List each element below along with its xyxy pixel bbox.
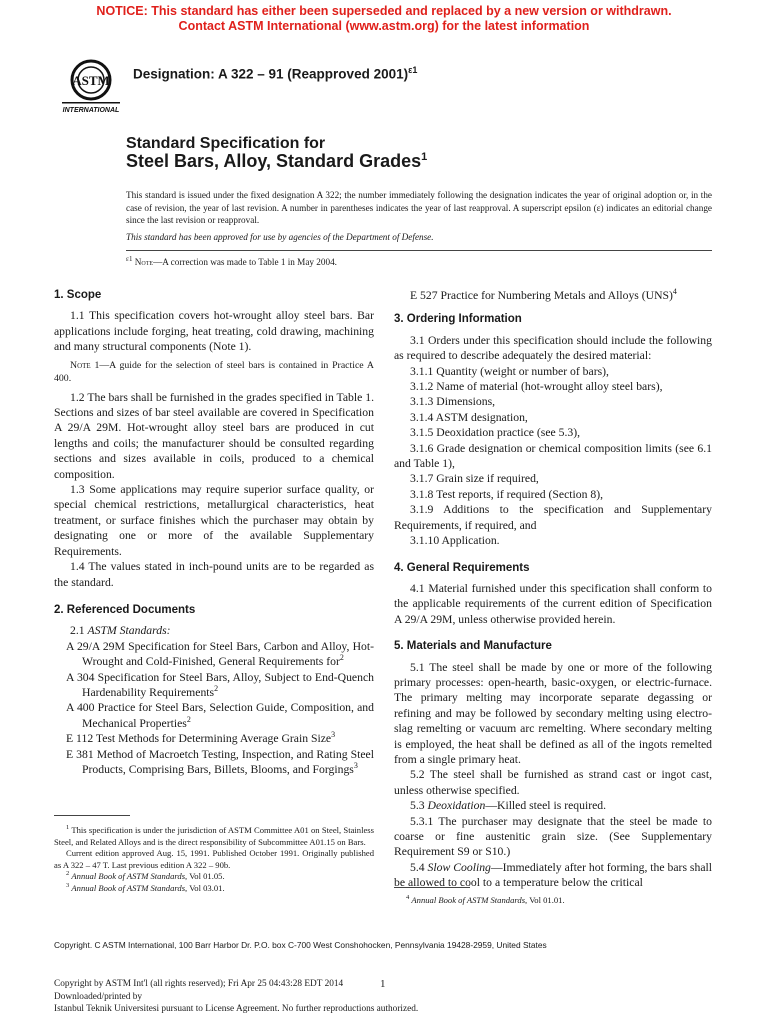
issue-statement: This standard is issued under the fixed designation A 322; the number immediately following the designation indicates the year of original adoption or, in the case of revision, the year of last revision. A number in parentheses indicates the year of last reapproval. A superscript epsilon (ε) indicates an editorial change since the last revision or reapproval. — [126, 190, 712, 226]
designation-epsilon: ε1 — [408, 65, 418, 75]
list-item: 3.1.2 Name of material (hot-wrought alloy steel bars), — [410, 380, 663, 394]
logo-label: INTERNATIONAL — [62, 107, 120, 114]
withdrawn-notice — [0, 4, 768, 34]
section-heading-scope: 1. Scope — [54, 289, 102, 301]
paragraph-5-2: 5.2 The steel shall be furnished as strand cast or ingot cast, unless otherwise specified. — [394, 768, 712, 797]
paragraph-1-3: 1.3 Some applications may require superior surface quality, or special chemical restrictions, metallurgical characteristics, heat treatment, or surface finishes which the purchaser may obtain by designating one or more of the available Supplementary Requirements. — [54, 483, 374, 558]
title-line-2: Steel Bars, Alloy, Standard Grades$^1$ — [126, 151, 428, 171]
left-column — [54, 288, 374, 777]
reference-e112: E 112 Test Methods for Determining Average Grain Size$^3$ — [66, 730, 336, 746]
paragraph-5-4: 5.4 Slow Cooling—Immediately after hot forming, the bars shall be allowed to cool to a temperature below the critical — [394, 860, 712, 890]
list-item: 3.1.7 Grain size if required, — [410, 472, 539, 486]
page-number: 1 — [380, 978, 386, 990]
paragraph-5-1: 5.1 The steel shall be made by one or more of the following primary processes: open-hearth, basic-oxygen, or electric-furnace. The primary melting may incorporate separate degassing or refining and may be followed by secondary melting using electro-slag remelting or vacuum arc remelting. Where secondary melting is employed, the heat shall be defined as all of the ingots remelted from a single primary heat. — [394, 660, 712, 766]
list-item: 3.1.1 Quantity (weight or number of bars), — [410, 364, 609, 378]
list-item: 3.1.4 ASTM designation, — [410, 410, 528, 424]
dod-approval: This standard has been approved for use by agencies of the Department of Defense. — [126, 232, 434, 242]
logo-letters: ASTM — [72, 73, 110, 88]
reference-e527: E 527 Practice for Numbering Metals and Alloys (UNS)$^4$ — [410, 287, 677, 302]
list-item: 3.1.5 Deoxidation practice (see 5.3), — [410, 426, 581, 440]
reference-a29: A 29/A 29M Specification for Steel Bars, Carbon and Alloy, Hot-Wrought and Cold-Finished, General Requirements for$^2$ — [66, 639, 374, 669]
footnote-rule-right — [394, 887, 470, 888]
footnote-rule-left — [54, 815, 130, 816]
reference-e381: E 381 Method of Macroetch Testing, Inspection, and Rating Steel Products, Comprising Bars, Billets, Blooms, and Forgings$^3$ — [66, 747, 374, 776]
list-item: 3.1.3 Dimensions, — [410, 395, 496, 409]
notice-line-2: Contact ASTM International (www.astm.org) for the latest information — [178, 19, 590, 33]
copyright-line: Copyright. C ASTM International, 100 Barr Harbor Dr. P.O. box C-700 West Conshohocken, Pennsylvania 19428-2959, United States — [54, 940, 547, 950]
footnote-4: $^4$ Annual Book of ASTM Standards, Vol 01.01. — [406, 894, 565, 905]
reference-a400: A 400 Practice for Steel Bars, Selection Guide, Composition, and Mechanical Properties$^2$ — [66, 701, 374, 730]
download-stamp-line-2: Downloaded/printed by — [54, 991, 143, 1002]
download-stamp-line-1: Copyright by ASTM Int'l (all rights reserved); Fri Apr 25 04:43:28 EDT 2014 — [54, 979, 344, 989]
paragraph-3-1: 3.1 Orders under this specification should include the following as required to describe adequately the desired material: — [394, 333, 712, 363]
header-rule — [126, 250, 712, 251]
list-item: 3.1.9 Additions to the specification and Supplementary Requirements, if required, and — [394, 503, 712, 532]
footnote-1-continued: Current edition approved Aug. 15, 1991. Published October 1991. Originally published as A 322 – 47 T. Last previous edition A 322 – 90b. — [54, 848, 374, 870]
footnote-2: $^2$ Annual Book of ASTM Standards, Vol 01.05. — [66, 870, 225, 882]
paragraph-5-3-1: 5.3.1 The purchaser may designate that the steel be made to coarse or fine austenitic grain size. (See Supplementary Requirement S9 or S10.) — [394, 814, 712, 859]
paragraph-2-1: 2.1 ASTM Standards: — [70, 624, 171, 638]
section-heading-general-requirements: 4. General Requirements — [394, 561, 530, 574]
list-item: 3.1.6 Grade designation or chemical composition limits (see 6.1 and Table 1), — [394, 441, 712, 471]
section-heading-referenced-documents: 2. Referenced Documents — [54, 603, 196, 616]
list-item: 3.1.8 Test reports, if required (Section 8), — [410, 487, 604, 501]
download-stamp-line-3: Istanbul Teknik Universitesi pursuant to License Agreement. No further reproductions authorized. — [54, 1004, 419, 1015]
right-column — [394, 288, 712, 891]
note-1: Note 1—A guide for the selection of steel bars is contained in Practice A 400. — [54, 359, 374, 384]
paragraph-1-1: 1.1 This specification covers hot-wrought alloy steel bars. Bar applications include forging, heat treating, cold drawing, machining and many structural components (Note 1). — [54, 309, 374, 354]
footnote-3: $^3$ Annual Book of ASTM Standards, Vol 03.01. — [66, 882, 225, 893]
designation: Designation: A 322 – 91 (Reapproved 2001)$^{\varepsilon 1}$ — [133, 65, 418, 82]
paragraph-1-4: 1.4 The values stated in inch-pound units are to be regarded as the standard. — [54, 560, 374, 589]
list-item: 3.1.10 Application. — [410, 534, 500, 548]
download-stamp — [54, 978, 418, 1016]
section-heading-materials-manufacture: 5. Materials and Manufacture — [394, 640, 552, 653]
section-heading-ordering-information: 3. Ordering Information — [394, 313, 522, 326]
notice-line-1: NOTICE: This standard has either been superseded and replaced by a new version or withdrawn. — [96, 4, 672, 18]
reference-a304: A 304 Specification for Steel Bars, Alloy, Subject to End-Quench Hardenability Requirements$^2$ — [66, 670, 374, 699]
footnote-1: $^1$ This specification is under the jurisdiction of ASTM Committee A01 on Steel, Stainless Steel, and Related Alloys and is the direct responsibility of Subcommittee A01.15 on Bars. — [54, 824, 374, 847]
paragraph-5-3: 5.3 Deoxidation—Killed steel is required. — [410, 799, 607, 813]
astm-logo — [60, 56, 122, 116]
title-line-1: Standard Specification for — [126, 135, 326, 152]
footnotes-left — [54, 825, 374, 895]
paragraph-4-1: 4.1 Material furnished under this specification shall conform to the applicable requirements of the current edition of Specification A 29/A 29M, unless otherwise provided herein. — [394, 581, 712, 626]
epsilon-note: $^{\varepsilon 1}$ Note—A correction was made to Table 1 in May 2004. — [126, 255, 337, 268]
paragraph-1-2: 1.2 The bars shall be furnished in the grades specified in Table 1. Sections and sizes of bar steel available are covered in Specification A 29/A 29M. Hot-wrought alloy steel bars are produced in cut lengths and coils; the manufacturer should be consulted regarding sections and sizes available in coils, produced to a chemical composition. — [54, 390, 374, 481]
